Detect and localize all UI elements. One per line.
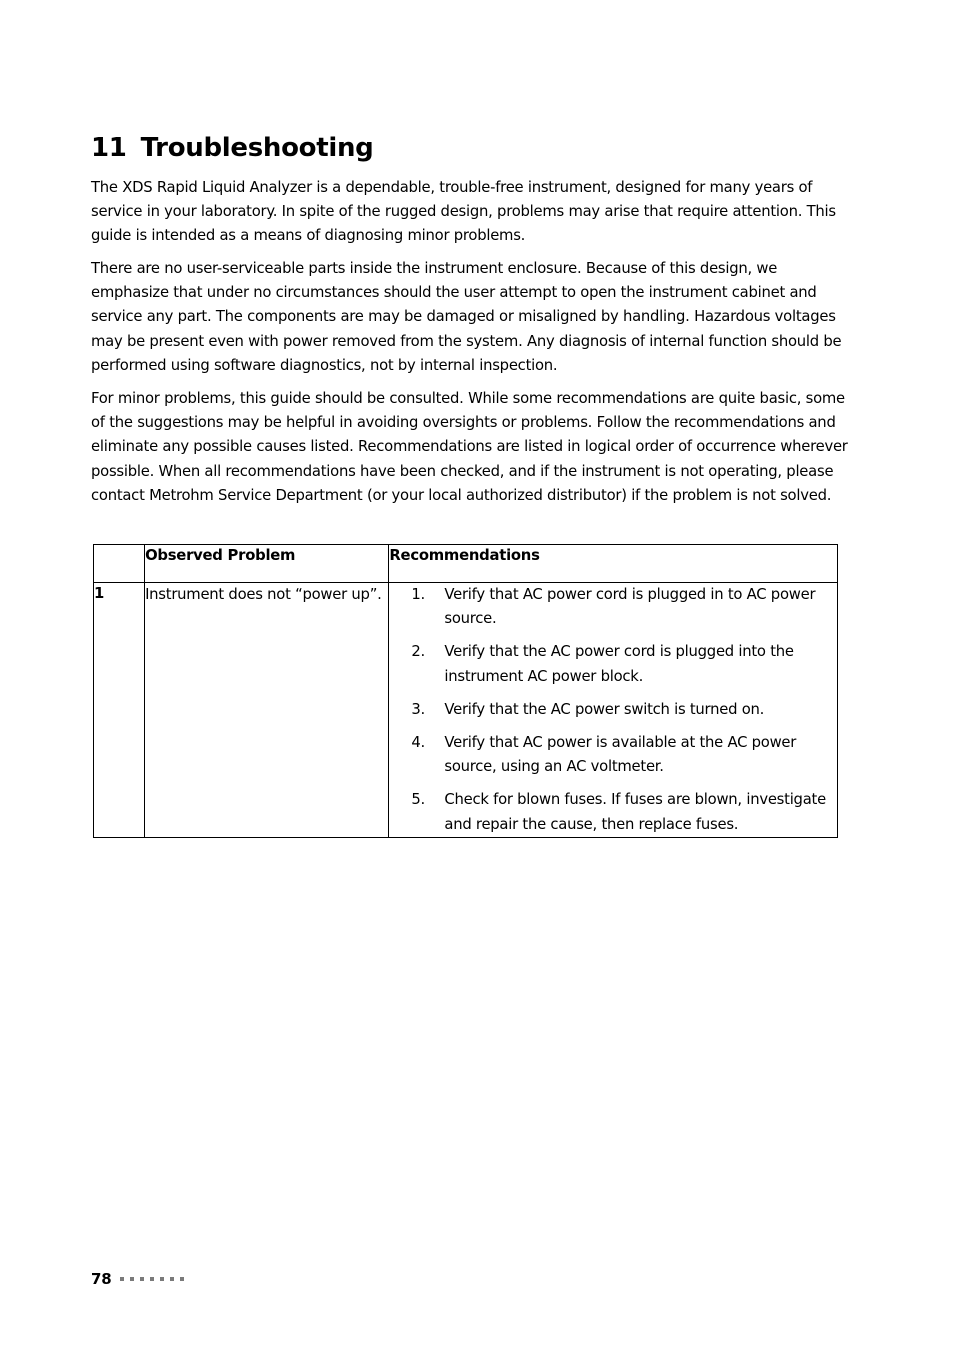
intro-paragraph: The XDS Rapid Liquid Analyzer is a dependable, trouble-free instrument, designed for many years of service in your laboratory. In spite of the rugged design, problems may arise that require attention. This guide is intended as a means of diagnosing minor problems.: [91, 179, 836, 245]
footer-dot: [170, 1277, 174, 1281]
footer-dot-decoration: [120, 1277, 190, 1281]
header-observed-problem: Observed Problem: [145, 545, 389, 583]
recommendation-number: 4.: [411, 734, 426, 752]
recommendation-number: 2.: [411, 643, 426, 661]
footer-dot: [140, 1277, 144, 1281]
row-problem: Instrument does not “power up”.: [145, 583, 389, 838]
guidance-paragraph: For minor problems, this guide should be consulted. While some recommendations are quite basic, some of the suggestions may be helpful in avoiding oversights or problems. Follow the recommendations and eliminate any possible causes listed. Recommendations are listed in logical order of occurrence wherever possible. When all recommendations have been checked, and if the instrument is not operating, please contact Metrohm Service Department (or your local authorized distributor) if the problem is not solved.: [91, 390, 848, 504]
recommendation-text: Verify that AC power cord is plugged in to AC power source.: [444, 586, 816, 628]
chapter-title: Troubleshooting: [140, 133, 374, 163]
page-number: 78: [91, 1270, 112, 1288]
troubleshooting-table: [93, 544, 838, 838]
header-number: [94, 545, 145, 583]
footer-dot: [120, 1277, 124, 1281]
warning-paragraph: There are no user-serviceable parts inside the instrument enclosure. Because of this design, we emphasize that under no circumstances should the user attempt to open the instrument cabinet and service any part. The components are may be damaged or misaligned by handling. Hazardous voltages may be present even with power removed from the system. Any diagnosis of internal function should be performed using software diagnostics, not by internal inspection.: [91, 260, 842, 374]
chapter-heading: [91, 130, 374, 166]
footer-dot: [160, 1277, 164, 1281]
recommendation-item: [389, 788, 837, 836]
page-footer: [91, 1268, 190, 1290]
recommendation-text: Verify that the AC power switch is turned on.: [444, 700, 765, 718]
recommendation-item: [389, 583, 837, 631]
table-row: [94, 583, 838, 838]
row-number: 1: [94, 583, 145, 838]
recommendation-item: [389, 640, 837, 688]
row-recommendations: [389, 583, 838, 838]
footer-dot: [150, 1277, 154, 1281]
footer-dot: [130, 1277, 134, 1281]
footer-dot: [180, 1277, 184, 1281]
recommendation-list: [389, 583, 837, 837]
recommendation-number: 5.: [411, 791, 426, 809]
recommendation-number: 1.: [411, 586, 426, 603]
table-header-row: [94, 545, 838, 583]
recommendation-item: [389, 731, 837, 779]
chapter-number: 11: [91, 133, 127, 163]
recommendation-text: Verify that AC power is available at the AC power source, using an AC voltmeter.: [444, 734, 797, 776]
recommendation-text: Verify that the AC power cord is plugged into the instrument AC power block.: [444, 643, 794, 685]
recommendation-number: 3.: [411, 700, 426, 718]
header-recommendations: Recommendations: [389, 545, 838, 583]
recommendation-item: [389, 698, 837, 722]
recommendation-text: Check for blown fuses. If fuses are blown, investigate and repair the cause, then replace fuses.: [444, 791, 826, 833]
